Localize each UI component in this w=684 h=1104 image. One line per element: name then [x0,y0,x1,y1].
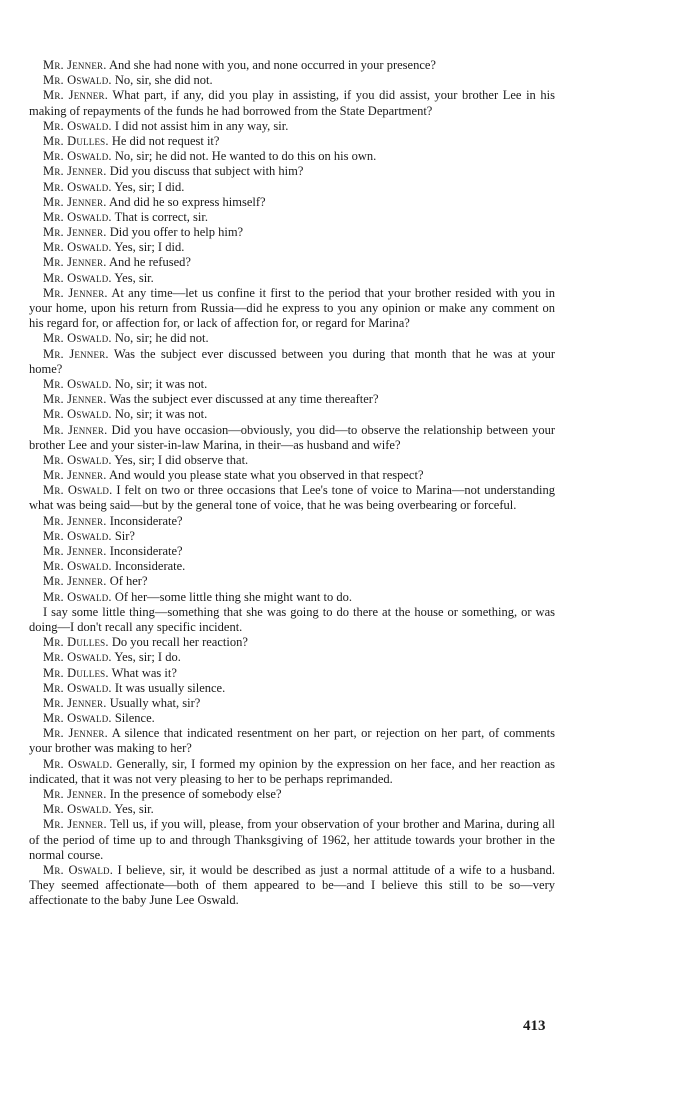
testimony-paragraph [29,149,555,164]
speaker-label: Mr. Jenner. [43,285,108,300]
paragraph-text: No, sir; he did not. He wanted to do this on his own. [114,149,377,164]
testimony-paragraph [29,711,555,726]
paragraph-text: Inconsiderate? [109,544,183,558]
testimony-paragraph [29,225,555,240]
testimony-paragraph [29,605,555,635]
speaker-label: Mr. Jenner. [43,164,107,179]
speaker-label: Mr. Jenner. [43,468,107,483]
testimony-paragraph [29,255,555,270]
testimony-paragraph [29,164,555,179]
testimony-paragraph [29,240,555,255]
testimony-paragraph [29,802,555,817]
testimony-paragraph [29,726,555,756]
speaker-label: Mr. Jenner. [43,225,107,240]
speaker-label: Mr. Oswald. [43,711,112,726]
paragraph-text: Yes, sir; I did observe that. [114,452,249,467]
paragraph-text: Did you offer to help him? [109,225,244,240]
speaker-label: Mr. Dulles. [43,133,109,148]
paragraph-text: Yes, sir; I do. [114,650,181,665]
paragraph-text: Yes, sir. [114,802,154,817]
paragraph-text: I say some little thing—something that she was going to do there at the house or something, or was doing—I don't recall any specific incident. [29,604,555,634]
paragraph-text: I felt on two or three occasions that Lee's tone of voice to Marina—not understanding what was being said—but by the general tone of voice, that he was being overbearing or forceful. [29,483,556,513]
testimony-paragraph [29,407,555,422]
testimony-paragraph [29,58,555,73]
paragraph-text: Did you have occasion—obviously, you did—to observe the relationship between your brother Lee and your sister-in-law Marina, in their—as husband and wife? [29,422,555,452]
testimony-paragraph [29,514,555,529]
testimony-paragraph [29,180,555,195]
speaker-label: Mr. Jenner. [43,346,109,361]
paragraph-text: Of her? [109,574,148,589]
testimony-paragraph [29,453,555,468]
paragraph-text: Usually what, sir? [109,695,201,710]
testimony-paragraph [29,331,555,346]
paragraph-text: Was the subject ever discussed between you during that month that he was at your home? [29,346,555,376]
paragraph-text: What part, if any, did you play in assisting, if you did assist, your brother Lee in his making of repayments of the funds he had borrowed from the State Department? [29,88,555,118]
speaker-label: Mr. Oswald. [43,559,112,574]
page-number: 413 [523,1018,546,1034]
paragraph-text: Yes, sir. [114,270,154,285]
speaker-label: Mr. Jenner. [43,88,109,103]
paragraph-text: Inconsiderate. [114,559,186,574]
testimony-paragraph [29,271,555,286]
speaker-label: Mr. Oswald. [43,452,112,467]
speaker-label: Mr. Oswald. [43,802,112,817]
speaker-label: Mr. Oswald. [43,179,112,194]
paragraph-text: Yes, sir; I did. [114,179,185,194]
paragraph-text: And did he so express himself? [109,194,266,209]
paragraph-text: Generally, sir, I formed my opinion by the expression on her face, and her reaction as indicated, that it was not very pleasing to her to be perhaps reprimanded. [29,756,556,786]
speaker-label: Mr. Jenner. [43,392,107,407]
paragraph-text: No, sir; it was not. [114,407,208,422]
speaker-label: Mr. Jenner. [43,574,107,589]
speaker-label: Mr. Jenner. [43,513,107,528]
paragraph-text: It was usually silence. [114,680,226,695]
testimony-paragraph [29,195,555,210]
paragraph-text: No, sir; it was not. [114,376,208,391]
testimony-paragraph [29,377,555,392]
speaker-label: Mr. Oswald. [43,270,112,285]
speaker-label: Mr. Jenner. [43,817,107,832]
speaker-label: Mr. Oswald. [43,650,112,665]
testimony-paragraph [29,544,555,559]
speaker-label: Mr. Oswald. [43,240,112,255]
speaker-label: Mr. Jenner. [43,422,108,437]
speaker-label: Mr. Jenner. [43,544,107,558]
paragraph-text: Silence. [114,711,155,726]
testimony-paragraph [29,666,555,681]
speaker-label: Mr. Jenner. [43,58,107,72]
speaker-label: Mr. Oswald. [43,756,113,771]
speaker-label: Mr. Oswald. [43,483,113,498]
paragraph-text: Yes, sir; I did. [114,240,185,255]
paragraph-text: No, sir; he did not. [114,331,209,346]
testimony-paragraph [29,590,555,605]
paragraph-text: Tell us, if you will, please, from your observation of your brother and Marina, during all of the period of time up to and through Thanksgiving of 1962, her attitude towards your brother in the normal course. [29,817,555,862]
paragraph-text: Sir? [114,528,135,543]
testimony-paragraph [29,574,555,589]
testimony-paragraph [29,134,555,149]
testimony-paragraph [29,817,555,863]
speaker-label: Mr. Oswald. [43,528,112,543]
testimony-paragraph [29,73,555,88]
speaker-label: Mr. Jenner. [43,695,107,710]
testimony-paragraph [29,286,555,332]
speaker-label: Mr. Dulles. [43,635,109,650]
paragraph-text: I did not assist him in any way, sir. [114,118,289,133]
testimony-paragraph [29,757,555,787]
paragraph-text: Do you recall her reaction? [111,635,248,650]
testimony-paragraph [29,119,555,134]
testimony-paragraph [29,863,555,909]
paragraph-text: And would you please state what you observed in that respect? [109,468,424,483]
speaker-label: Mr. Oswald. [43,209,112,224]
paragraph-text: And she had none with you, and none occurred in your presence? [109,58,436,72]
testimony-paragraph [29,468,555,483]
testimony-paragraph [29,696,555,711]
speaker-label: Mr. Oswald. [43,149,112,164]
paragraph-text: What was it? [111,665,177,680]
testimony-paragraph [29,635,555,650]
speaker-label: Mr. Oswald. [43,73,112,88]
testimony-paragraph [29,392,555,407]
testimony-text [29,58,555,909]
testimony-paragraph [29,681,555,696]
testimony-paragraph [29,88,555,118]
speaker-label: Mr. Jenner. [43,726,108,741]
paragraph-text: Of her—some little thing she might want to do. [114,589,352,604]
testimony-paragraph [29,210,555,225]
speaker-label: Mr. Jenner. [43,787,107,801]
testimony-paragraph [29,347,555,377]
speaker-label: Mr. Oswald. [43,376,112,391]
testimony-paragraph [29,529,555,544]
testimony-paragraph [29,559,555,574]
testimony-paragraph [29,423,555,453]
paragraph-text: He did not request it? [111,133,220,148]
speaker-label: Mr. Oswald. [43,118,112,133]
speaker-label: Mr. Jenner. [43,194,107,209]
paragraph-text: Was the subject ever discussed at any time thereafter? [109,392,379,407]
paragraph-text: I believe, sir, it would be described as just a normal attitude of a wife to a husband. They seemed affectionate—both of them appeared to be—and I believe this still to be so—very affectionate to the baby June Lee Oswald. [29,862,555,908]
speaker-label: Mr. Dulles. [43,665,109,680]
paragraph-text: At any time—let us confine it first to the period that your brother resided with you in your home, upon his return from Russia—did he express to you any opinion or make any comment on his regard for, or affection for, or lack of affection for, or regard for Marina? [29,285,555,331]
paragraph-text: In the presence of somebody else? [109,787,282,801]
speaker-label: Mr. Oswald. [43,407,112,422]
paragraph-text: Did you discuss that subject with him? [109,164,304,179]
testimony-paragraph [29,787,555,802]
paragraph-text: Inconsiderate? [109,513,183,528]
paragraph-text: And he refused? [109,255,191,270]
paragraph-text: No, sir, she did not. [114,73,213,88]
speaker-label: Mr. Oswald. [43,331,112,346]
paragraph-text: That is correct, sir. [114,209,208,224]
testimony-paragraph [29,650,555,665]
paragraph-text: A silence that indicated resentment on her part, or rejection on her part, of comments your brother was making to her? [29,726,555,756]
testimony-paragraph [29,483,555,513]
speaker-label: Mr. Oswald. [43,589,112,604]
speaker-label: Mr. Jenner. [43,255,107,270]
speaker-label: Mr. Oswald. [43,680,112,695]
speaker-label: Mr. Oswald. [43,862,114,877]
